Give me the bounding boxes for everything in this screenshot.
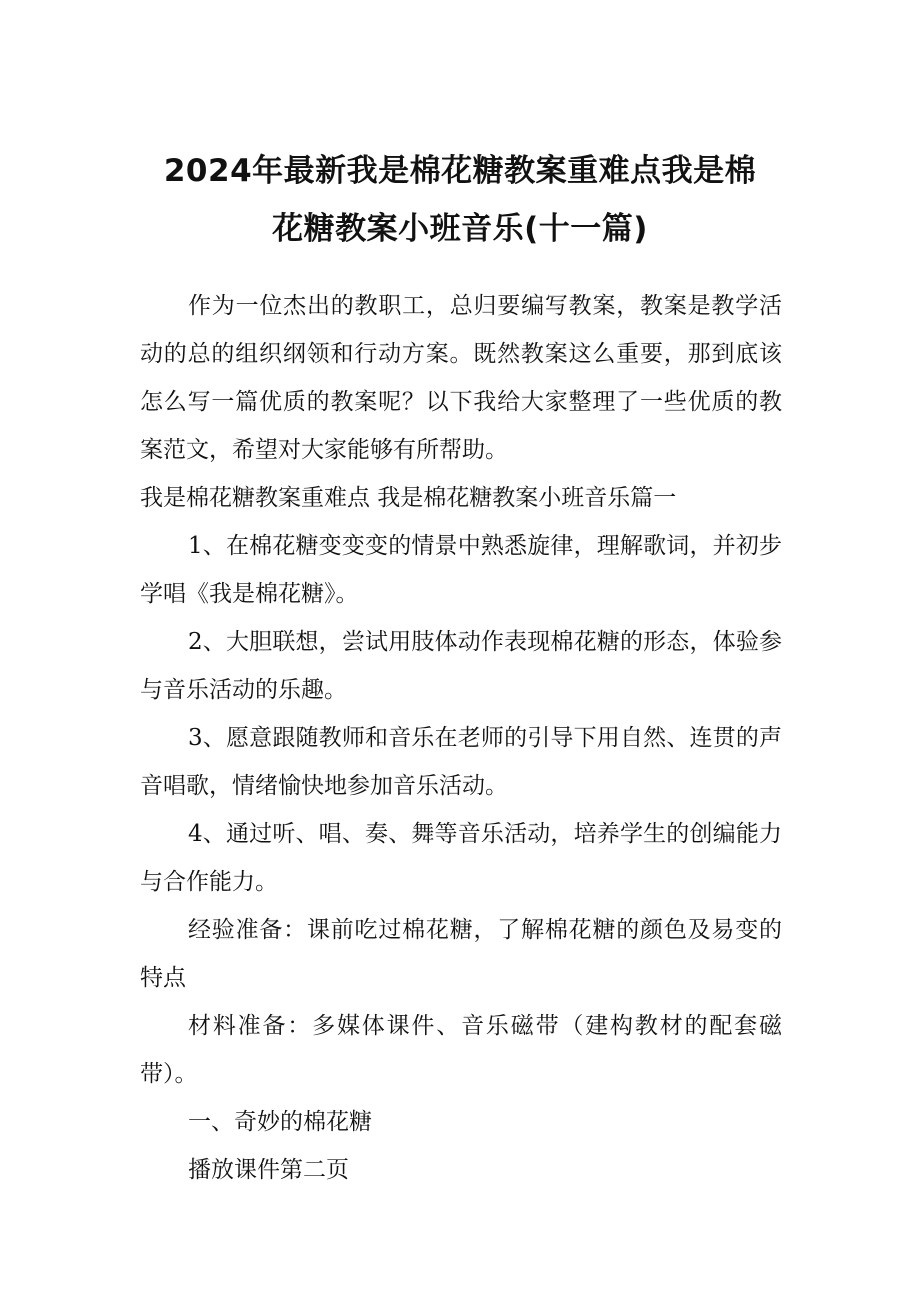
document-body bbox=[140, 282, 782, 1194]
document-title bbox=[120, 142, 800, 258]
play-courseware-step: 播放课件第二页 bbox=[188, 1157, 349, 1183]
goal-item-1: 1、在棉花糖变变变的情景中熟悉旋律，理解歌词，并初步学唱《我是棉花糖》。 bbox=[140, 533, 782, 607]
goal-item-4: 4、通过听、唱、奏、舞等音乐活动，培养学生的创编能力与合作能力。 bbox=[140, 821, 782, 895]
title-line-2: 花糖教案小班音乐(十一篇) bbox=[272, 211, 648, 247]
section-heading: 我是棉花糖教案重难点 我是棉花糖教案小班音乐篇一 bbox=[140, 485, 677, 511]
part-one-heading: 一、奇妙的棉花糖 bbox=[188, 1109, 372, 1135]
goal-item-2: 2、大胆联想，尝试用肢体动作表现棉花糖的形态，体验参与音乐活动的乐趣。 bbox=[140, 629, 782, 703]
material-preparation: 材料准备：多媒体课件、音乐磁带（建构教材的配套磁带）。 bbox=[140, 1013, 782, 1087]
goal-item-3: 3、愿意跟随教师和音乐在老师的引导下用自然、连贯的声音唱歌，情绪愉快地参加音乐活动。 bbox=[140, 725, 782, 799]
intro-paragraph: 作为一位杰出的教职工，总归要编写教案，教案是教学活动的总的组织纲领和行动方案。既然教案这么重要，那到底该怎么写一篇优质的教案呢？以下我给大家整理了一些优质的教案范文，希望对大家能够有所帮助。 bbox=[140, 293, 782, 463]
experience-preparation: 经验准备：课前吃过棉花糖，了解棉花糖的颜色及易变的特点 bbox=[140, 917, 782, 991]
title-line-1: 2024年最新我是棉花糖教案重难点我是棉 bbox=[163, 153, 757, 189]
